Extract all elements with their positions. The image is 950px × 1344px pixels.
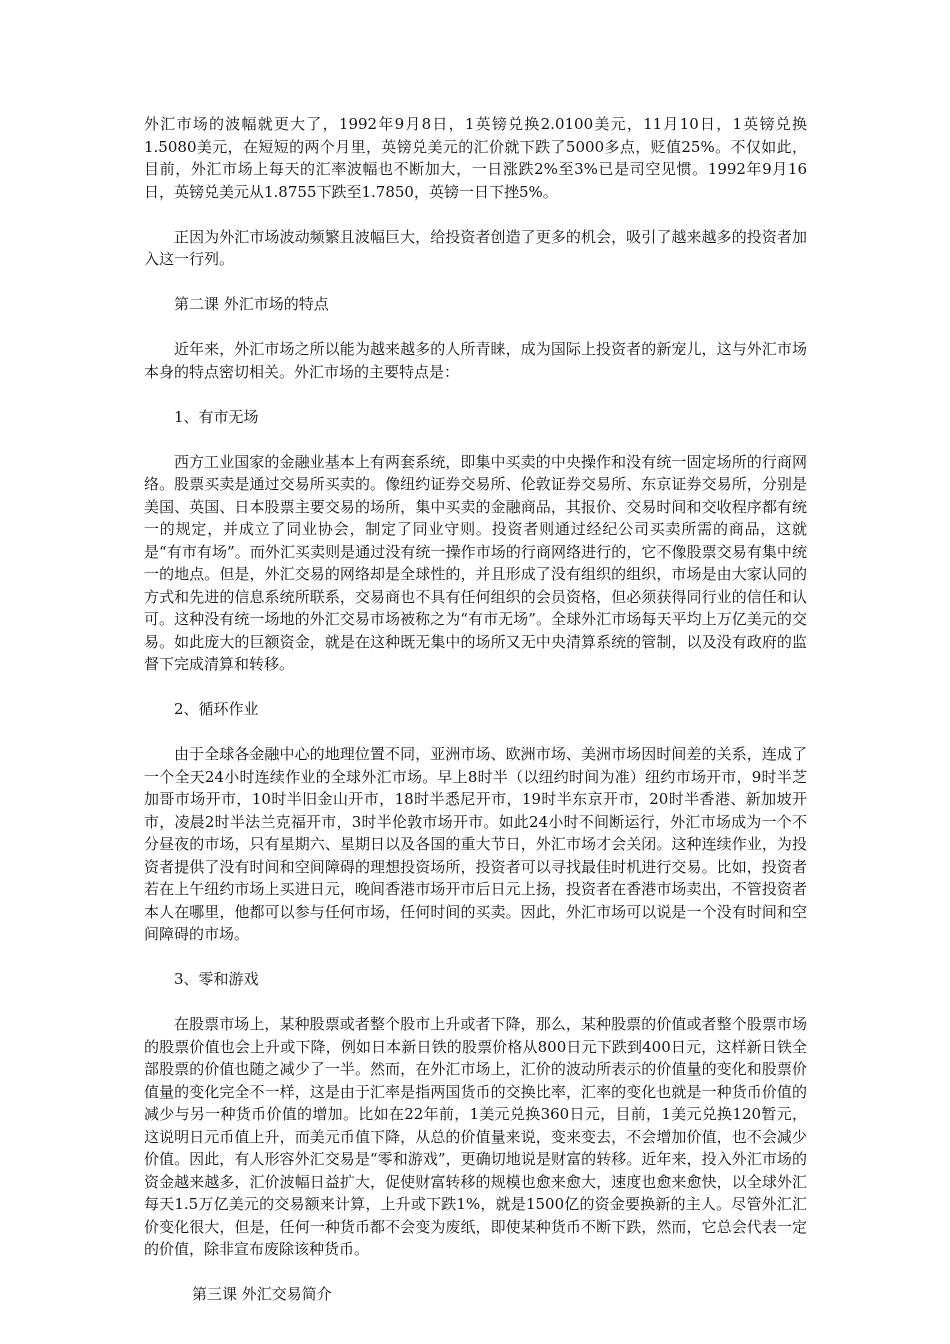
- paragraph-intro-features: 近年来，外汇市场之所以能为越来越多的人所青睐，成为国际上投资者的新宠儿，这与外汇市场本身的特点密切相关。外汇市场的主要特点是：: [144, 340, 807, 381]
- paragraph-opportunity: 正因为外汇市场波动频繁且波幅巨大，给投资者创造了更多的机会，吸引了越来越多的投资者加入这一行列。: [144, 227, 807, 268]
- paragraph-volatility: 外汇市场的波幅就更大了，1992年9月8日，1英镑兑换2.0100美元，11月10日，1英镑兑换1.5080美元，在短短的两个月里，英镑兑美元的汇价就下跌了5000多点，贬值25%。不仅如此，目前，外汇市场上每天的汇率波幅也不断加大，一日涨跌2%至3%已是司空见惯。1992年9月16日，英镑兑美元从1.8755下跌至1.7850，英镑一日下挫5%。: [144, 115, 807, 201]
- section-heading-1: 1、有市无场: [174, 407, 259, 426]
- lesson-3-title: 第三课 外汇交易简介: [192, 1285, 332, 1303]
- paragraph-zero-sum: 在股票市场上，某种股票或者整个股市上升或者下降，那么，某种股票的价值或者整个股票市场的股票价值也会上升或下降，例如日本新日铁的股票价格从800日元下跌到400日元，这样新日铁全部股票的价值也随之减少了一半。然而，在外汇市场上，汇价的波动所表示的价值量的变化和股票价值量的变化完全不一样，这是由于汇率是指两国货币的交换比率，汇率的变化也就是一种货币价值的减少与另一种货币价值的增加。比如在22年前，1美元兑换360日元，目前，1美元兑换120暂元，这说明日元币值上升，而美元币值下降，从总的价值量来说，变来变去，不会增加价值，也不会减少价值。因此，有人形容外汇交易是“零和游戏”，更确切地说是财富的转移。近年来，投入外汇市场的资金越来越多，汇价波幅日益扩大，促使财富转移的规模也愈来愈大，速度也愈来愈快，以全球外汇每天1.5万亿美元的交易额来计算，上升或下跌1%，就是1500亿的资金要换新的主人。尽管外汇汇价变化很大，但是，任何一种货币都不会变为废纸，即使某种货币不断下跌，然而，它总会代表一定的价值，除非宣布废除该种货币。: [144, 1015, 807, 1258]
- section-heading-2: 2、循环作业: [174, 700, 259, 718]
- section-heading-3: 3、零和游戏: [174, 970, 259, 988]
- paragraph-market-without-venue: 西方工业国家的金融业基本上有两套系统，即集中买卖的中央操作和没有统一固定场所的行商网络。股票买卖是通过交易所买卖的。像纽约证券交易所、伦敦证券交易所、东京证券交易所，分别是美国、英国、日本股票主要交易的场所，集中买卖的金融商品，其报价、交易时间和交收程序都有统一的规定，并成立了同业协会，制定了同业守则。投资者则通过经纪公司买卖所需的商品，这就是“有市有场”。而外汇买卖则是通过没有统一操作市场的行商网络进行的，它不像股票交易有集中统一的地点。但是，外汇交易的网络却是全球性的，并且形成了没有组织的组织，市场是由大家认同的方式和先进的信息系统所联系，交易商也不具有任何组织的会员资格，但必须获得同行业的信任和认可。这种没有统一场地的外汇交易市场被称之为“有市无场”。全球外汇市场每天平均上万亿美元的交易。如此庞大的巨额资金，就是在这种既无集中的场所又无中央清算系统的管制，以及没有政府的监督下完成清算和转移。: [144, 452, 807, 673]
- paragraph-continuous-trading: 由于全球各金融中心的地理位置不同，亚洲市场、欧洲市场、美洲市场因时间差的关系，连成了一个全天24小时连续作业的全球外汇市场。早上8时半（以纽约时间为准）纽约市场开市，9时半芝加哥市场开市，10时半旧金山开市，18时半悉尼开市，19时半东京开市，20时半香港、新加坡开市，凌晨2时半法兰克福开市，3时半伦敦市场开市。如此24小时不间断运行，外汇市场成为一个不分昼夜的市场，只有星期六、星期日以及各国的重大节日，外汇市场才会关闭。这种连续作业，为投资者提供了没有时间和空间障碍的理想投资场所，投资者可以寻找最佳时机进行交易。比如，投资者若在上午纽约市场上买进日元，晚间香港市场开市后日元上扬，投资者在香港市场卖出，不管投资者本人在哪里，他都可以参与任何市场，任何时间的买卖。因此，外汇市场可以说是一个没有时间和空间障碍的市场。: [144, 745, 807, 943]
- lesson-2-title: 第二课 外汇市场的特点: [174, 295, 329, 313]
- document-page: [144, 113, 807, 1328]
